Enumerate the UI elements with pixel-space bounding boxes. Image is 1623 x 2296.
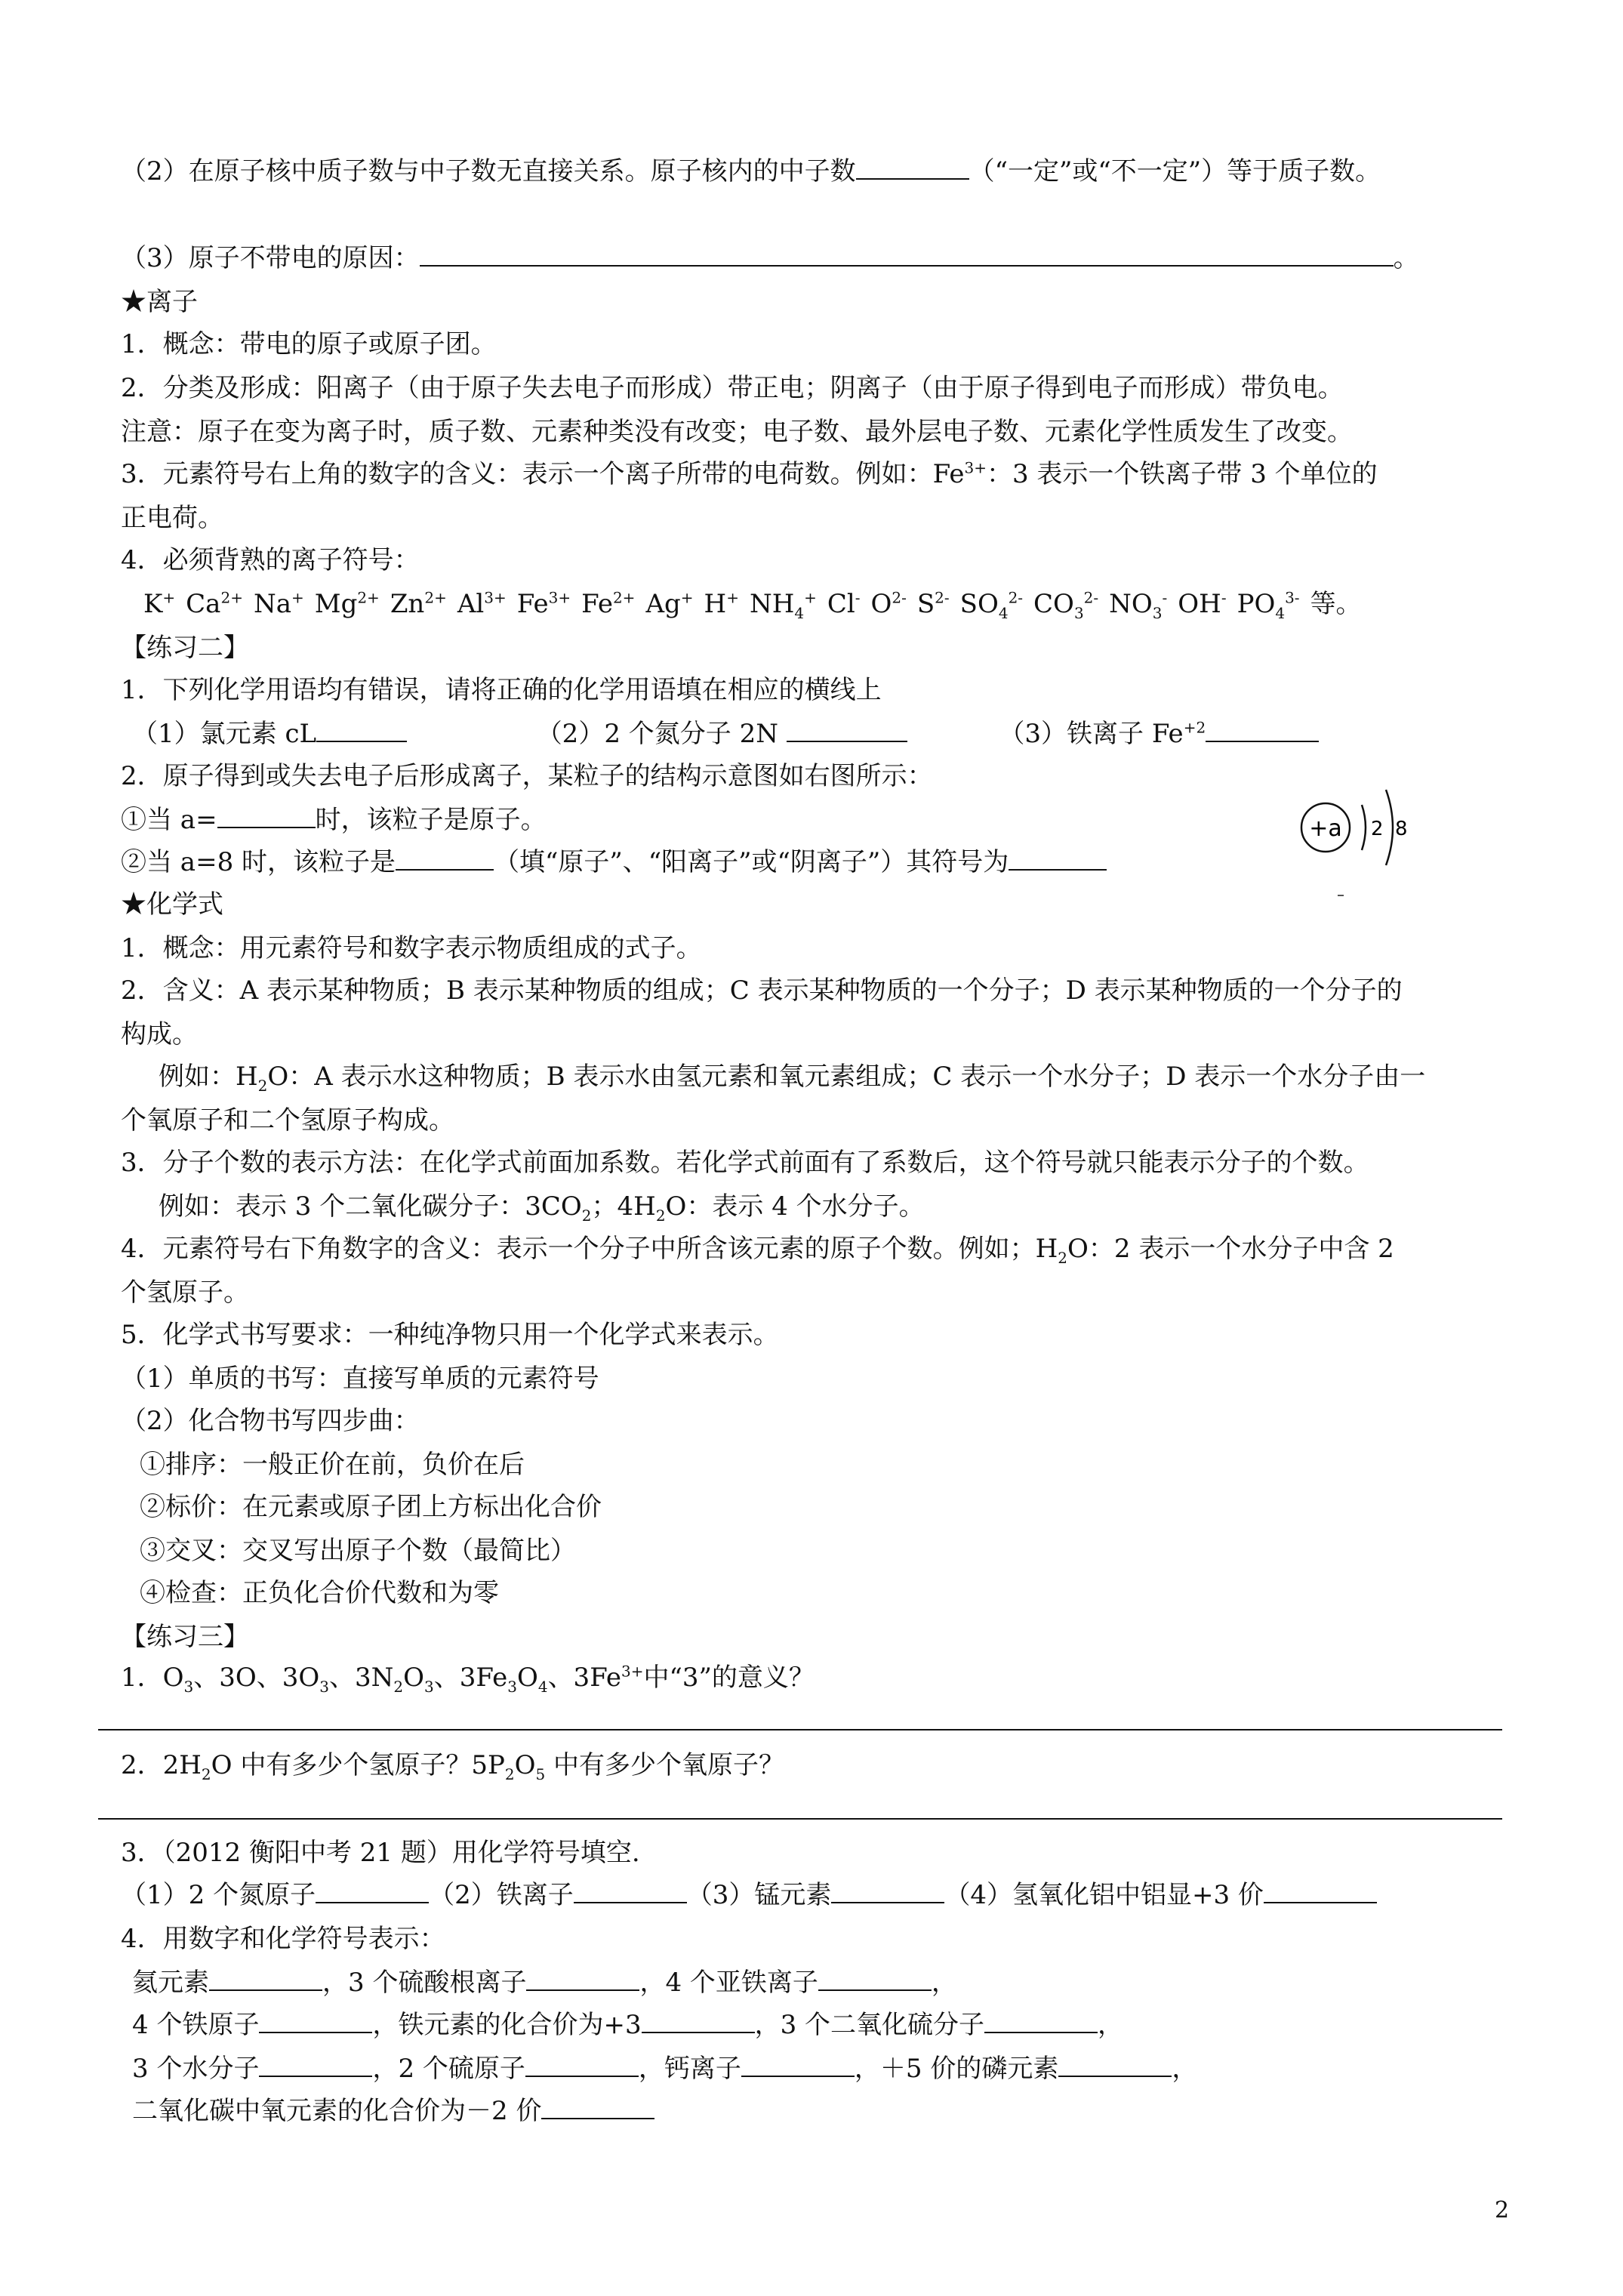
ions-end: 等。: [1310, 589, 1362, 619]
f4a-sub: 2: [1058, 1248, 1068, 1267]
formula-example-cont: 个氧原子和二个氢原子构成。: [121, 1105, 454, 1136]
ion-base: OH: [1178, 589, 1221, 619]
ion-charge: 3+: [548, 588, 571, 607]
ion-charge: 3+: [484, 588, 507, 607]
ion-symbol: [704, 589, 739, 619]
ion-base: Ag: [645, 589, 681, 619]
ion-charge: 3-: [1285, 588, 1300, 607]
t: 、3Fe: [433, 1663, 508, 1693]
formula-step-2: ②标价：在元素或原子团上方标出化合价: [140, 1492, 602, 1522]
ion-charge: 2-: [1008, 588, 1024, 607]
t: O: [514, 1750, 536, 1780]
f3b-c: O：表示 4 个水分子。: [665, 1191, 925, 1222]
answer-blank[interactable]: [396, 846, 494, 871]
shell2-label: 8: [1395, 818, 1408, 840]
ion-charge: -: [855, 588, 861, 607]
ion-symbol: [581, 589, 635, 619]
ion-symbol: [959, 588, 1024, 622]
answer-blank[interactable]: [1058, 2053, 1172, 2077]
ion-base: PO: [1236, 589, 1276, 619]
ex3-q4-row3: [132, 2052, 1197, 2085]
ex3-q4-row1: [132, 1966, 957, 1999]
ion-charge: 2-: [1083, 588, 1099, 607]
t: 2: [393, 1677, 404, 1696]
ex2-q1c-sup: +2: [1183, 718, 1206, 737]
formula-point-4: [121, 1232, 1394, 1265]
formula-example: [159, 1060, 1425, 1093]
answer-blank[interactable]: [1264, 1879, 1377, 1903]
shell-arc-1: [1362, 805, 1366, 850]
formula-point-4-cont: 个氢原子。: [121, 1277, 249, 1308]
formula-point-3-example: [159, 1190, 925, 1223]
question-3-line: [121, 242, 1419, 275]
exercise-2-heading: 【练习二】: [121, 633, 249, 663]
ion-point-3-cont: 正电荷。: [121, 503, 223, 533]
ex2-q2a: [121, 803, 547, 837]
formula-meaning-cont: 构成。: [121, 1019, 198, 1049]
ion-charge: -: [1162, 588, 1168, 607]
q2-tail: （“一定”或“不一定”）等于质子数。: [969, 156, 1381, 186]
ex3-q4: 4．用数字和化学符号表示：: [121, 1924, 445, 1954]
ex3-q3d: （4）氢氧化铝中铝显+3 价: [944, 1880, 1264, 1910]
ex2-q2a-tail: 时，该粒子是原子。: [315, 805, 547, 835]
ion-symbol: [871, 589, 907, 619]
t: 5: [535, 1764, 546, 1783]
ion-symbol: [143, 589, 175, 619]
ion-symbol: [1236, 588, 1300, 622]
exercise-3-heading: 【练习三】: [121, 1622, 249, 1652]
f2c-sub: 2: [257, 1076, 268, 1095]
ion-symbol: [1109, 588, 1168, 622]
f3b-a: 例如：表示 3 个二氧化碳分子：3CO: [159, 1191, 582, 1222]
t: O: [516, 1663, 538, 1693]
ion-base: NO: [1109, 589, 1153, 619]
t: ，4 个亚铁离子: [639, 1968, 818, 1998]
shell-arc-2: [1386, 790, 1393, 865]
ex3-q3c: （3）锰元素: [686, 1880, 832, 1910]
answer-blank[interactable]: [526, 1967, 639, 1991]
t: 3: [183, 1677, 194, 1696]
ex2-q2b-text: ②当 a=8 时，该粒子是: [121, 847, 396, 877]
ion-point-4: 4．必须背熟的离子符号：: [121, 545, 420, 575]
ion-heading: ★离子: [121, 287, 198, 317]
ions-container: [143, 588, 1310, 622]
formula-heading: ★化学式: [121, 889, 223, 920]
ion-subscript: 3: [1152, 603, 1163, 622]
ex3-q1: [121, 1661, 815, 1694]
formula-point-5: 5．化学式书写要求：一种纯净物只用一个化学式来表示。: [121, 1320, 779, 1350]
formula-concept: 1．概念：用元素符号和数字表示物质组成的式子。: [121, 933, 702, 963]
ion-charge: 2-: [935, 588, 950, 607]
ion-3-text: 3．元素符号右上角的数字的含义：表示一个离子所带的电荷数。例如：Fe: [121, 459, 965, 489]
ion-subscript: 3: [1073, 603, 1084, 622]
t: 3: [507, 1677, 517, 1696]
t: ，3 个硫酸根离子: [322, 1968, 527, 1998]
formula-step-1: ①排序：一般正价在前，负价在后: [140, 1450, 525, 1480]
ex3-q4-row4: [132, 2094, 654, 2128]
ex2-q2b-mid: （填“原子”、“阳离子”或“阴离子”）其符号为: [494, 847, 1009, 877]
formula-point-5b: （2）化合物书写四步曲：: [121, 1406, 420, 1436]
answer-blank[interactable]: [1206, 718, 1319, 742]
page-number: 2: [1495, 2197, 1510, 2224]
ion-charge: 2+: [612, 588, 636, 607]
t: O: [403, 1663, 424, 1693]
ion-base: S: [916, 589, 935, 619]
answer-blank[interactable]: [420, 242, 1394, 267]
ex3-q3: 3．（2012 衡阳中考 21 题）用化学符号填空.: [121, 1838, 640, 1868]
ex3-q3b: （2）铁离子: [429, 1880, 574, 1910]
t: 中“3”的意义？: [643, 1663, 815, 1693]
ex3-q3-parts: [121, 1878, 1377, 1912]
formula-meaning: 2．含义：A 表示某种物质；B 表示某种物质的组成；C 表示某种物质的一个分子；D 表示某种物质的一个分子的: [121, 975, 1403, 1006]
ion-charge: 2-: [892, 588, 907, 607]
ex2-q1-parts: [132, 717, 1319, 750]
answer-blank[interactable]: [741, 2053, 855, 2077]
t: 1．O: [121, 1663, 184, 1693]
answer-blank[interactable]: [316, 718, 407, 742]
ex2-q1a: （1）氯元素 cL: [132, 719, 317, 749]
question-2-line: [121, 155, 1381, 188]
q3-end: 。: [1393, 243, 1419, 273]
t: 4 个铁原子: [132, 2010, 260, 2040]
t: ，: [1172, 2054, 1198, 2084]
formula-step-3: ③交叉：交叉写出原子个数（最简比）: [140, 1536, 576, 1566]
ex3-q3a: （1）2 个氮原子: [121, 1880, 316, 1910]
answer-blank[interactable]: [259, 2053, 372, 2077]
ion-subscript: 4: [794, 603, 805, 622]
ion-base: SO: [959, 589, 999, 619]
t: 3 个水分子: [132, 2054, 260, 2084]
ion-charge: +: [680, 588, 694, 607]
answer-line[interactable]: [98, 1729, 1502, 1730]
ion-symbol: [390, 589, 447, 619]
answer-line[interactable]: [98, 1818, 1502, 1820]
ion-base: Na: [253, 589, 291, 619]
ion-point-3: [121, 458, 1378, 491]
ion-symbol: [645, 589, 693, 619]
ion-symbol: [1178, 589, 1226, 619]
ion-base: Fe: [516, 589, 549, 619]
ion-symbol: [1033, 588, 1099, 622]
t: O 中有多少个氢原子？5P: [211, 1750, 505, 1780]
ion-symbol: [315, 589, 380, 619]
f3b-sub2: 2: [655, 1206, 666, 1225]
ex2-q2a-text: ①当 a=: [121, 805, 217, 835]
ion-symbol: [517, 589, 571, 619]
t: 氦元素: [132, 1968, 209, 1998]
shell1-label: 2: [1371, 818, 1384, 840]
answer-blank[interactable]: [525, 2053, 639, 2077]
ion-charge: 2+: [357, 588, 380, 607]
answer-blank[interactable]: [541, 2095, 654, 2119]
ion-charge: +: [291, 588, 304, 607]
ion-concept: 1．概念：带电的原子或原子团。: [121, 329, 497, 359]
answer-blank[interactable]: [259, 2009, 372, 2033]
ion-charge: +: [726, 588, 739, 607]
t: 3+: [621, 1662, 644, 1681]
answer-blank[interactable]: [1009, 846, 1107, 871]
ion-subscript: 4: [998, 603, 1009, 622]
ion-subscript: 4: [1275, 603, 1286, 622]
ion-base: Al: [457, 589, 485, 619]
t: 4: [537, 1677, 548, 1696]
ion-classification: 2．分类及形成：阳离子（由于原子失去电子而形成）带正电；阴离子（由于原子得到电子而形成）带负电。: [121, 373, 1344, 403]
t: ，铁元素的化合价为+3: [372, 2010, 642, 2040]
t: 3: [319, 1677, 329, 1696]
t: 中有多少个氧原子？: [545, 1750, 785, 1780]
answer-blank[interactable]: [209, 1967, 322, 1991]
ex2-q1c: （3）铁离子 Fe: [999, 719, 1184, 749]
ion-base: Mg: [314, 589, 358, 619]
ion-symbol: [457, 589, 507, 619]
ion-symbol: [917, 589, 950, 619]
ion-3-tail: ：3 表示一个铁离子带 3 个单位的: [986, 459, 1378, 489]
f3b-sub: 2: [581, 1206, 592, 1225]
ion-base: Ca: [186, 589, 221, 619]
ion-base: Zn: [390, 589, 425, 619]
t: ，: [931, 1968, 957, 1998]
f3b-b: ；4H: [591, 1191, 656, 1222]
q3-text: （3）原子不带电的原因：: [121, 243, 420, 273]
answer-blank[interactable]: [217, 804, 316, 828]
formula-step-4: ④检查：正负化合价代数和为零: [140, 1578, 499, 1608]
ion-base: NH: [749, 589, 795, 619]
ion-charge: 2+: [424, 588, 447, 607]
ex3-q4-row2: [132, 2008, 1123, 2042]
ex2-q2: 2．原子得到或失去电子后形成离子，某粒子的结构示意图如右图所示：: [121, 761, 933, 791]
q2-text: （2）在原子核中质子数与中子数无直接关系。原子核内的中子数: [121, 156, 856, 186]
answer-blank[interactable]: [574, 1879, 687, 1903]
ion-symbol: [254, 589, 304, 619]
answer-blank[interactable]: [316, 1879, 429, 1903]
nucleus-label: +a: [1309, 815, 1342, 842]
t: ，钙离子: [638, 2054, 741, 2084]
ion-3-sup: 3+: [964, 458, 987, 477]
ex2-q1: 1．下列化学用语均有错误，请将正确的化学用语填在相应的横线上: [121, 675, 882, 705]
atom-structure-diagram: [1283, 770, 1419, 921]
answer-blank[interactable]: [818, 1967, 932, 1991]
ion-charge: -: [1221, 588, 1227, 607]
t: 、3N: [329, 1663, 394, 1693]
f4a: 4．元素符号右下角数字的含义：表示一个分子中所含该元素的原子个数。例如；H: [121, 1234, 1058, 1264]
t: ，3 个二氧化硫分子: [754, 2010, 985, 2040]
ion-charge: +: [162, 588, 176, 607]
t: 3: [424, 1677, 434, 1696]
formula-point-3: 3．分子个数的表示方法：在化学式前面加系数。若化学式前面有了系数后，这个符号就只能表示分子的个数。: [121, 1148, 1369, 1178]
ex2-q1b: （2）2 个氮分子 2N: [536, 719, 778, 749]
f2c-text: O：A 表示水这种物质；B 表示水由氢元素和氧元素组成；C 表示一个水分子；D 表示一个水分子由一: [267, 1062, 1426, 1092]
ion-note: 注意：原子在变为离子时，质子数、元素种类没有改变；电子数、最外层电子数、元素化学性质发生了改变。: [121, 417, 1353, 447]
t: ，: [1098, 2010, 1124, 2040]
t: 、3Fe: [547, 1663, 622, 1693]
t: 、3O、3O: [193, 1663, 320, 1693]
f2c-pre: 例如：H: [159, 1062, 258, 1092]
answer-blank[interactable]: [787, 718, 907, 742]
t: ，2 个硫原子: [372, 2054, 525, 2084]
ion-charge: +: [804, 588, 817, 607]
ion-base: O: [870, 589, 892, 619]
answer-blank[interactable]: [856, 156, 969, 180]
ex3-q2: [121, 1749, 784, 1782]
ex2-q2b: [121, 846, 1107, 879]
ion-base: K: [143, 589, 163, 619]
ion-base: H: [704, 589, 727, 619]
answer-blank[interactable]: [642, 2009, 755, 2033]
ion-base: Fe: [581, 589, 613, 619]
answer-blank[interactable]: [831, 1879, 944, 1903]
ion-symbol: [186, 589, 243, 619]
t: 二氧化碳中氧元素的化合价为－2 价: [132, 2096, 542, 2126]
ions-list: [143, 587, 1362, 621]
t: ，＋5 价的磷元素: [854, 2054, 1059, 2084]
ion-symbol: [749, 588, 817, 622]
ion-symbol: [827, 589, 861, 619]
t: 2: [504, 1764, 515, 1783]
ion-base: Cl: [827, 589, 855, 619]
answer-blank[interactable]: [984, 2009, 1098, 2033]
ion-charge: 2+: [220, 588, 243, 607]
f4a-tail: O：2 表示一个水分子中含 2: [1067, 1234, 1394, 1264]
t: 2．2H: [121, 1750, 202, 1780]
ion-base: CO: [1033, 589, 1074, 619]
formula-point-5a: （1）单质的书写：直接写单质的元素符号: [121, 1364, 599, 1394]
t: 2: [201, 1764, 211, 1783]
